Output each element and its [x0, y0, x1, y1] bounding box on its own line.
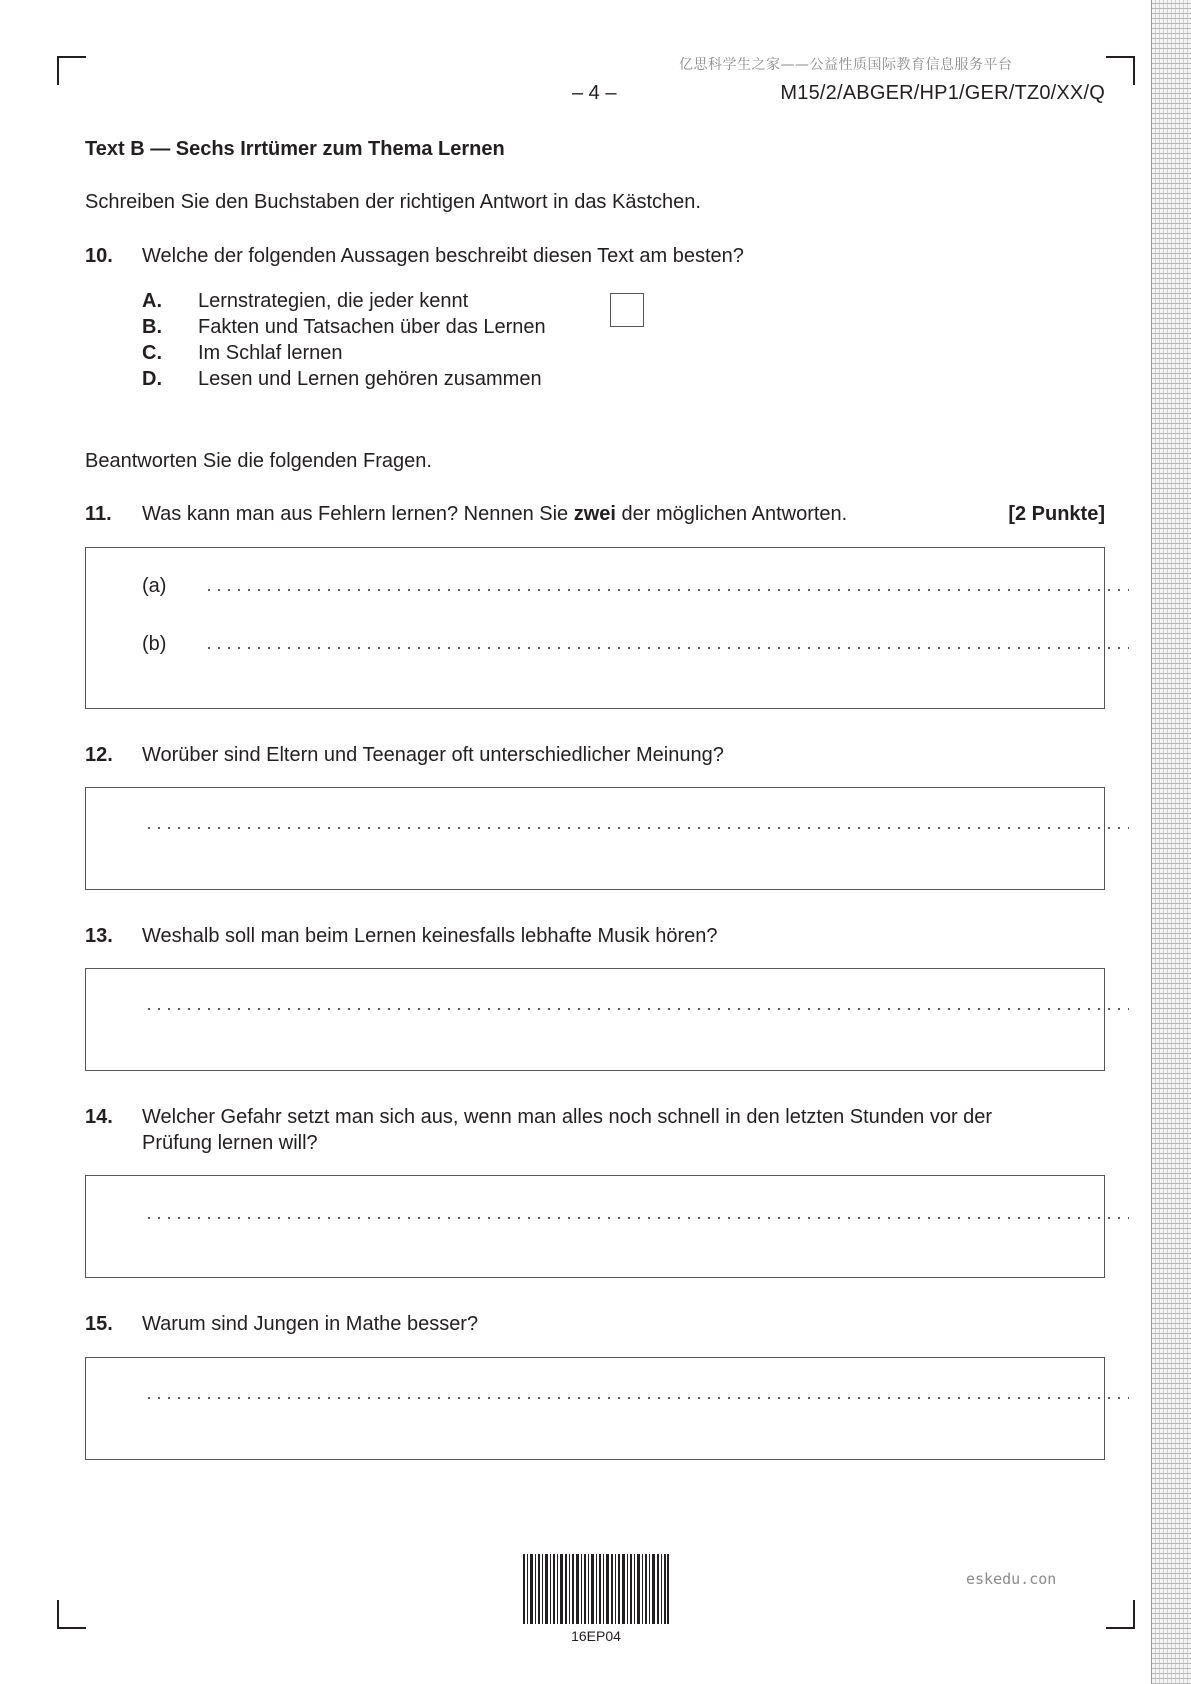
question-text: Warum sind Jungen in Mathe besser? [142, 1313, 479, 1335]
option-letter-d: D. [142, 368, 162, 390]
points-label: [2 Punkte] [1008, 503, 1105, 525]
sub-label-a: (a) [142, 575, 167, 597]
question-13 [0, 923, 1191, 953]
crop-mark-bottom-right [1106, 1600, 1135, 1629]
question-11 [0, 501, 1191, 531]
answer-box-14[interactable] [85, 1175, 1105, 1278]
question-text-line-1: Welcher Gefahr setzt man sich aus, wenn man alles noch schnell in den letzten Stunden vor der [142, 1106, 993, 1128]
paper-code: M15/2/ABGER/HP1/GER/TZ0/XX/Q [780, 82, 1105, 104]
question-text: Welche der folgenden Aussagen beschreibt diesen Text am besten? [142, 245, 744, 267]
crop-mark-top-right [1106, 56, 1135, 85]
answer-line-b[interactable] [204, 646, 1129, 650]
question-number: 12. [85, 744, 113, 766]
question-text: Weshalb soll man beim Lernen keinesfalls lebhafte Musik hören? [142, 925, 718, 947]
q10-options [0, 290, 700, 400]
answer-line[interactable] [144, 826, 1129, 830]
crop-mark-top-left [57, 56, 86, 85]
option-letter-b: B. [142, 316, 162, 338]
question-text: Was kann man aus Fehlern lernen? Nennen Sie zwei der möglichen Antworten. [142, 503, 848, 525]
question-number: 10. [85, 245, 113, 267]
site-watermark: eskedu.con [966, 1570, 1057, 1588]
answer-line[interactable] [144, 1396, 1129, 1400]
instruction-text-2: Beantworten Sie die folgenden Fragen. [85, 450, 432, 472]
question-number: 15. [85, 1313, 113, 1335]
answer-line[interactable] [144, 1216, 1129, 1220]
option-text-c: Im Schlaf lernen [198, 342, 343, 364]
answer-box-13[interactable] [85, 968, 1105, 1071]
watermark-text: 亿思科学生之家——公益性质国际教育信息服务平台 [679, 57, 1013, 73]
question-15 [0, 1311, 1191, 1341]
question-text: Worüber sind Eltern und Teenager oft unterschiedlicher Meinung? [142, 744, 724, 766]
answer-line-a[interactable] [204, 588, 1129, 592]
barcode [523, 1554, 669, 1624]
question-14 [0, 1104, 1191, 1160]
answer-box-11[interactable] [85, 547, 1105, 709]
answer-line[interactable] [144, 1007, 1129, 1011]
instruction-text: Schreiben Sie den Buchstaben der richtigen Antwort in das Kästchen. [85, 191, 701, 213]
question-text-line-2: Prüfung lernen will? [142, 1132, 318, 1154]
question-12 [0, 742, 1191, 772]
question-10 [0, 243, 1191, 273]
answer-box-15[interactable] [85, 1357, 1105, 1460]
answer-box-12[interactable] [85, 787, 1105, 890]
question-number: 11. [85, 503, 112, 525]
sub-label-b: (b) [142, 633, 167, 655]
barcode-label: 16EP04 [571, 1628, 621, 1644]
option-text-b: Fakten und Tatsachen über das Lernen [198, 316, 546, 338]
page-number: – 4 – [572, 82, 617, 104]
option-text-d: Lesen und Lernen gehören zusammen [198, 368, 542, 390]
question-number: 14. [85, 1106, 113, 1128]
section-title: Text B — Sechs Irrtümer zum Thema Lernen [85, 138, 505, 160]
option-letter-a: A. [142, 290, 162, 312]
crop-mark-bottom-left [57, 1600, 86, 1629]
question-number: 13. [85, 925, 113, 947]
option-text-a: Lernstrategien, die jeder kennt [198, 290, 469, 312]
option-letter-c: C. [142, 342, 162, 364]
answer-checkbox[interactable] [610, 293, 644, 327]
